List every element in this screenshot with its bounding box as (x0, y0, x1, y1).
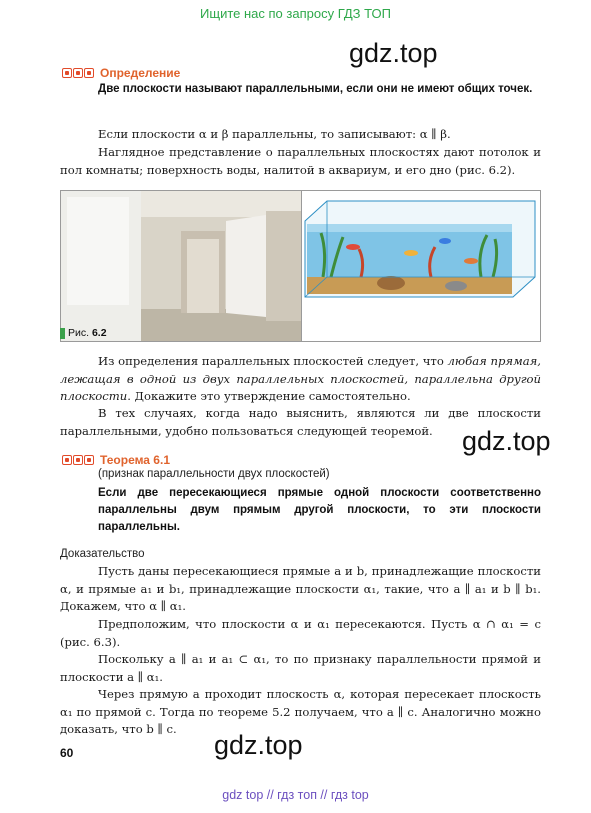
page-number: 60 (60, 746, 74, 760)
room-photo (61, 191, 302, 341)
watermark-4: gdz.top (214, 730, 303, 760)
definition-text: Две плоскости называют параллельными, если они не имеют общих точек. (98, 83, 533, 95)
theorem-label: Теорема 6.1 (100, 453, 170, 467)
proof-heading: Доказательство (60, 548, 145, 560)
proof-paragraph-3: Поскольку a ∥ a₁ и a₁ ⊂ α₁, то по признаку параллельности прямой и плоскости a ∥ α₁. (60, 652, 541, 684)
definition-heading (62, 66, 180, 80)
watermark-1: gdz.top (349, 38, 438, 68)
paragraph-visual: Наглядное представление о параллельных плоскостях дают потолок и пол комнаты; поверхность воды, налитой в аквариум, и его дно (рис. 6.2). (60, 145, 541, 177)
definition-label: Определение (100, 66, 181, 80)
arrows-icon (62, 455, 94, 465)
paragraph-consequence: Из определения параллельных плоскостей следует, что любая прямая, лежащая в одной из двух параллельных плоскостей, параллельна другой плоскости. Докажите это утверждение самостоятельно. (60, 354, 541, 403)
proof-paragraph-1: Пусть даны пересекающиеся прямые a и b, принадлежащие плоскости α, и прямые a₁ и b₁, принадлежащие плоскости α₁, такие, что a ∥ a₁ и b ∥ b₁. Докажем, что α ∥ α₁. (60, 564, 541, 613)
figure-mark (60, 328, 65, 339)
paragraph-notation: Если плоскости α и β параллельны, то записывают: α ∥ β. (98, 127, 451, 141)
figure-caption-prefix: Рис. (68, 327, 90, 339)
figure-caption-number: 6.2 (91, 327, 107, 339)
figure-illustration (61, 191, 540, 341)
proof-paragraph-2: Предположим, что плоскости α и α₁ пересекаются. Пусть α ∩ α₁ = c (рис. 6.3). (60, 617, 541, 649)
aquarium-drawing (305, 201, 535, 297)
theorem-text: Если две пересекающиеся прямые одной плоскости соответственно параллельны двум прямым другой плоскости, то эти плоскости параллельны. (98, 487, 541, 533)
top-banner: Ищите нас по запросу ГДЗ ТОП (200, 6, 391, 21)
arrows-icon (62, 68, 94, 78)
theorem-subtitle: (признак параллельности двух плоскостей) (98, 468, 330, 480)
italic-statement: любая прямая, лежащая в одной из двух параллельных плоскостей, параллельна другой плоскости (60, 354, 541, 403)
paragraph-cases: В тех случаях, когда надо выяснить, являются ли две плоскости параллельными, удобно пользоваться следующей теоремой. (60, 406, 541, 438)
theorem-heading (62, 453, 170, 467)
footer-links: gdz top // гдз топ // гдз top (222, 788, 369, 802)
watermark-3: gdz.top (462, 426, 551, 456)
proof-paragraph-4: Через прямую a проходит плоскость α, которая пересекает плоскость α₁ по прямой c. Тогда по теореме 5.2 получаем, что a ∥ c. Аналогично можно доказать, что b ∥ c. (60, 687, 541, 736)
figure-caption (60, 327, 107, 339)
figure-6-2 (60, 190, 541, 342)
